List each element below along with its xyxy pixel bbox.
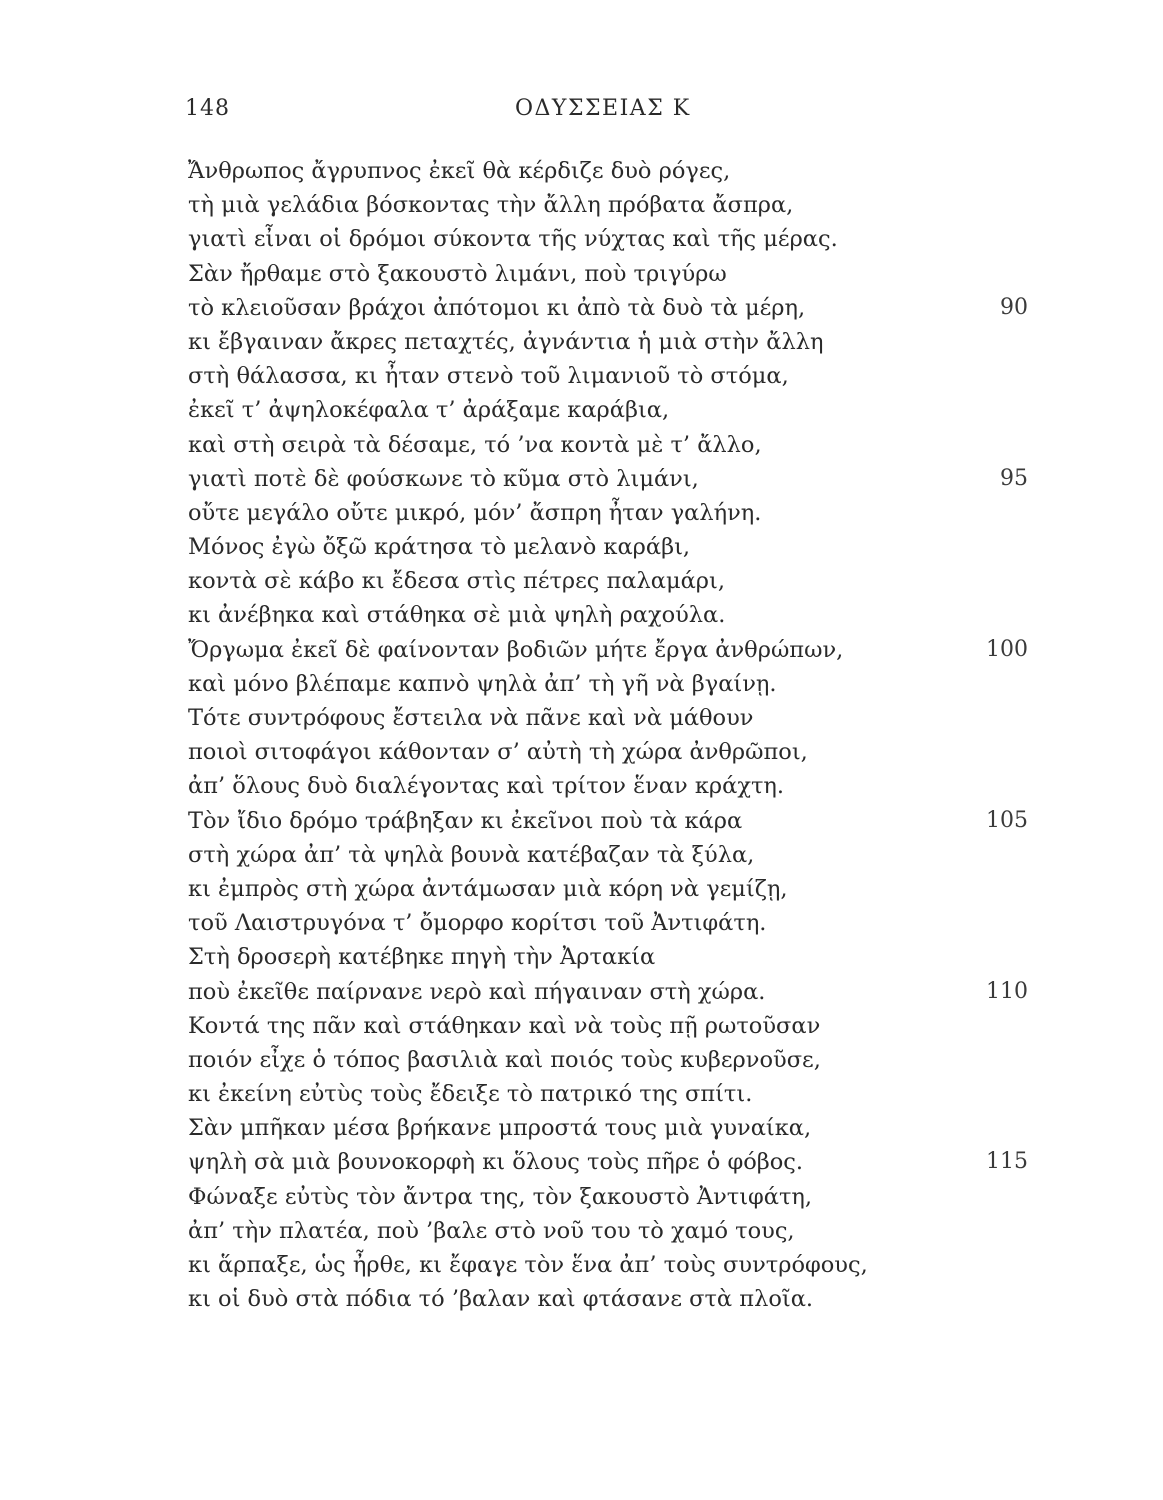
verse-text: τὴ μιὰ γελάδια βόσκοντας τὴν ἄλλη πρόβατα ἄσπρα,	[188, 192, 794, 219]
verse-text: ποὺ ἐκεῖθε παίρνανε νερὸ καὶ πήγαιναν στὴ χώρα.	[188, 978, 766, 1005]
verse-block	[188, 154, 1028, 1316]
verse-line	[188, 838, 1028, 872]
verse-line	[188, 154, 1028, 188]
verse-line	[188, 940, 1028, 974]
verse-line	[188, 359, 1028, 393]
page-number: 148	[185, 96, 230, 121]
verse-line	[188, 1282, 1028, 1316]
verse-text: Φώναξε εὐτὺς τὸν ἄντρα της, τὸν ξακουστὸ Ἀντιφάτη,	[188, 1183, 813, 1210]
verse-line	[188, 1009, 1028, 1043]
running-title: ΟΔΥΣΣΕΙΑΣ Κ	[515, 96, 691, 121]
verse-text: ψηλὴ σὰ μιὰ βουνοκορφὴ κι ὅλους τοὺς πῆρε ὁ φόβος.	[188, 1149, 804, 1176]
verse-text: Ἄνθρωπος ἄγρυπνος ἐκεῖ θὰ κέρδιζε δυὸ ρόγες,	[188, 158, 731, 184]
verse-text: κι ἅρπαξε, ὡς ἦρθε, κι ἔφαγε τὸν ἕνα ἀπ’ τοὺς συντρόφους,	[188, 1252, 868, 1278]
verse-line	[188, 1145, 1028, 1179]
verse-text: κι οἱ δυὸ στὰ πόδια τό ’βαλαν καὶ φτάσανε στὰ πλοῖα.	[188, 1286, 814, 1313]
verse-text: ἀπ’ τὴν πλατέα, ποὺ ’βαλε στὸ νοῦ του τὸ χαμό τους,	[188, 1217, 795, 1244]
line-number: 100	[986, 636, 1028, 662]
verse-line	[188, 804, 1028, 838]
verse-text: Τότε συντρόφους ἔστειλα νὰ πᾶνε καὶ νὰ μάθουν	[188, 705, 754, 731]
verse-text: ἀπ’ ὅλους δυὸ διαλέγοντας καὶ τρίτον ἕναν κράχτη.	[188, 773, 785, 800]
verse-text: κοντὰ σὲ κάβο κι ἔδεσα στὶς πέτρες παλαμάρι,	[188, 568, 726, 595]
line-number: 115	[986, 1149, 1028, 1175]
verse-line	[188, 769, 1028, 803]
page-header	[185, 96, 1015, 136]
verse-line	[188, 975, 1028, 1009]
verse-line	[188, 872, 1028, 906]
verse-text: Σὰν ἤρθαμε στὸ ξακουστὸ λιμάνι, ποὺ τριγύρω	[188, 260, 727, 287]
verse-text: κι ἐκείνη εὐτὺς τοὺς ἔδειξε τὸ πατρικό της σπίτι.	[188, 1081, 753, 1108]
verse-text: κι ἐμπρὸς στὴ χώρα ἀντάμωσαν μιὰ κόρη νὰ γεμίζῃ,	[188, 875, 788, 902]
verse-text: ποιόν εἶχε ὁ τόπος βασιλιὰ καὶ ποιός τοὺς κυβερνοῦσε,	[188, 1046, 821, 1073]
line-number: 90	[1000, 294, 1028, 320]
verse-line	[188, 496, 1028, 530]
verse-line	[188, 222, 1028, 256]
verse-line	[188, 1111, 1028, 1145]
verse-text: γιατὶ ποτὲ δὲ φούσκωνε τὸ κῦμα στὸ λιμάνι,	[188, 465, 699, 492]
verse-line	[188, 188, 1028, 222]
verse-text: στὴ θάλασσα, κι ἦταν στενὸ τοῦ λιμανιοῦ τὸ στόμα,	[188, 363, 789, 390]
verse-text: γιατὶ εἶναι οἱ δρόμοι σύκοντα τῆς νύχτας καὶ τῆς μέρας.	[188, 226, 838, 253]
verse-line	[188, 428, 1028, 462]
verse-line	[188, 667, 1028, 701]
verse-line	[188, 462, 1028, 496]
verse-line	[188, 1248, 1028, 1282]
verse-line	[188, 1077, 1028, 1111]
verse-text: ποιοὶ σιτοφάγοι κάθονταν σ’ αὐτὴ τὴ χώρα ἀνθρῶποι,	[188, 739, 808, 766]
verse-line	[188, 325, 1028, 359]
verse-text: ἐκεῖ τ’ ἀψηλοκέφαλα τ’ ἀράξαμε καράβια,	[188, 397, 670, 424]
verse-text: οὔτε μεγάλο οὔτε μικρό, μόν’ ἄσπρη ἦταν γαλήνη.	[188, 499, 762, 526]
verse-text: τὸ κλειοῦσαν βράχοι ἀπότομοι κι ἀπὸ τὰ δυὸ τὰ μέρη,	[188, 294, 806, 321]
verse-line	[188, 291, 1028, 325]
line-number: 105	[986, 807, 1028, 833]
verse-line	[188, 393, 1028, 427]
verse-text: Τὸν ἴδιο δρόμο τράβηξαν κι ἐκεῖνοι ποὺ τὰ κάρα	[188, 807, 743, 834]
verse-line	[188, 564, 1028, 598]
verse-text: καὶ στὴ σειρὰ τὰ δέσαμε, τό ’να κοντὰ μὲ τ’ ἄλλο,	[188, 431, 762, 458]
verse-line	[188, 701, 1028, 735]
verse-line	[188, 906, 1028, 940]
verse-line	[188, 530, 1028, 564]
verse-text: στὴ χώρα ἀπ’ τὰ ψηλὰ βουνὰ κατέβαζαν τὰ ξύλα,	[188, 841, 755, 868]
verse-line	[188, 257, 1028, 291]
verse-line	[188, 735, 1028, 769]
verse-line	[188, 598, 1028, 632]
verse-text: Σὰν μπῆκαν μέσα βρήκανε μπροστά τους μιὰ γυναίκα,	[188, 1115, 812, 1142]
verse-line	[188, 633, 1028, 667]
verse-line	[188, 1180, 1028, 1214]
verse-text: Ὄργωμα ἐκεῖ δὲ φαίνονταν βοδιῶν μήτε ἔργα ἀνθρώπων,	[188, 636, 844, 663]
line-number: 110	[986, 978, 1028, 1004]
verse-line	[188, 1043, 1028, 1077]
verse-line	[188, 1214, 1028, 1248]
verse-text: Μόνος ἐγὼ ὄξῶ κράτησα τὸ μελανὸ καράβι,	[188, 534, 691, 561]
verse-text: Στὴ δροσερὴ κατέβηκε πηγὴ τὴν Ἀρτακία	[188, 944, 656, 971]
verse-text: καὶ μόνο βλέπαμε καπνὸ ψηλὰ ἀπ’ τὴ γῆ νὰ βγαίνῃ.	[188, 670, 777, 697]
verse-text: Κοντά της πᾶν καὶ στάθηκαν καὶ νὰ τοὺς πῇ ρωτοῦσαν	[188, 1012, 821, 1039]
verse-text: κι ἀνέβηκα καὶ στάθηκα σὲ μιὰ ψηλὴ ραχούλα.	[188, 602, 726, 629]
verse-text: τοῦ Λαιστρυγόνα τ’ ὄμορφο κορίτσι τοῦ Ἀντιφάτη.	[188, 910, 767, 937]
line-number: 95	[1000, 465, 1028, 491]
verse-text: κι ἔβγαιναν ἄκρες πεταχτές, ἀγνάντια ἡ μιὰ στὴν ἄλλη	[188, 328, 824, 355]
